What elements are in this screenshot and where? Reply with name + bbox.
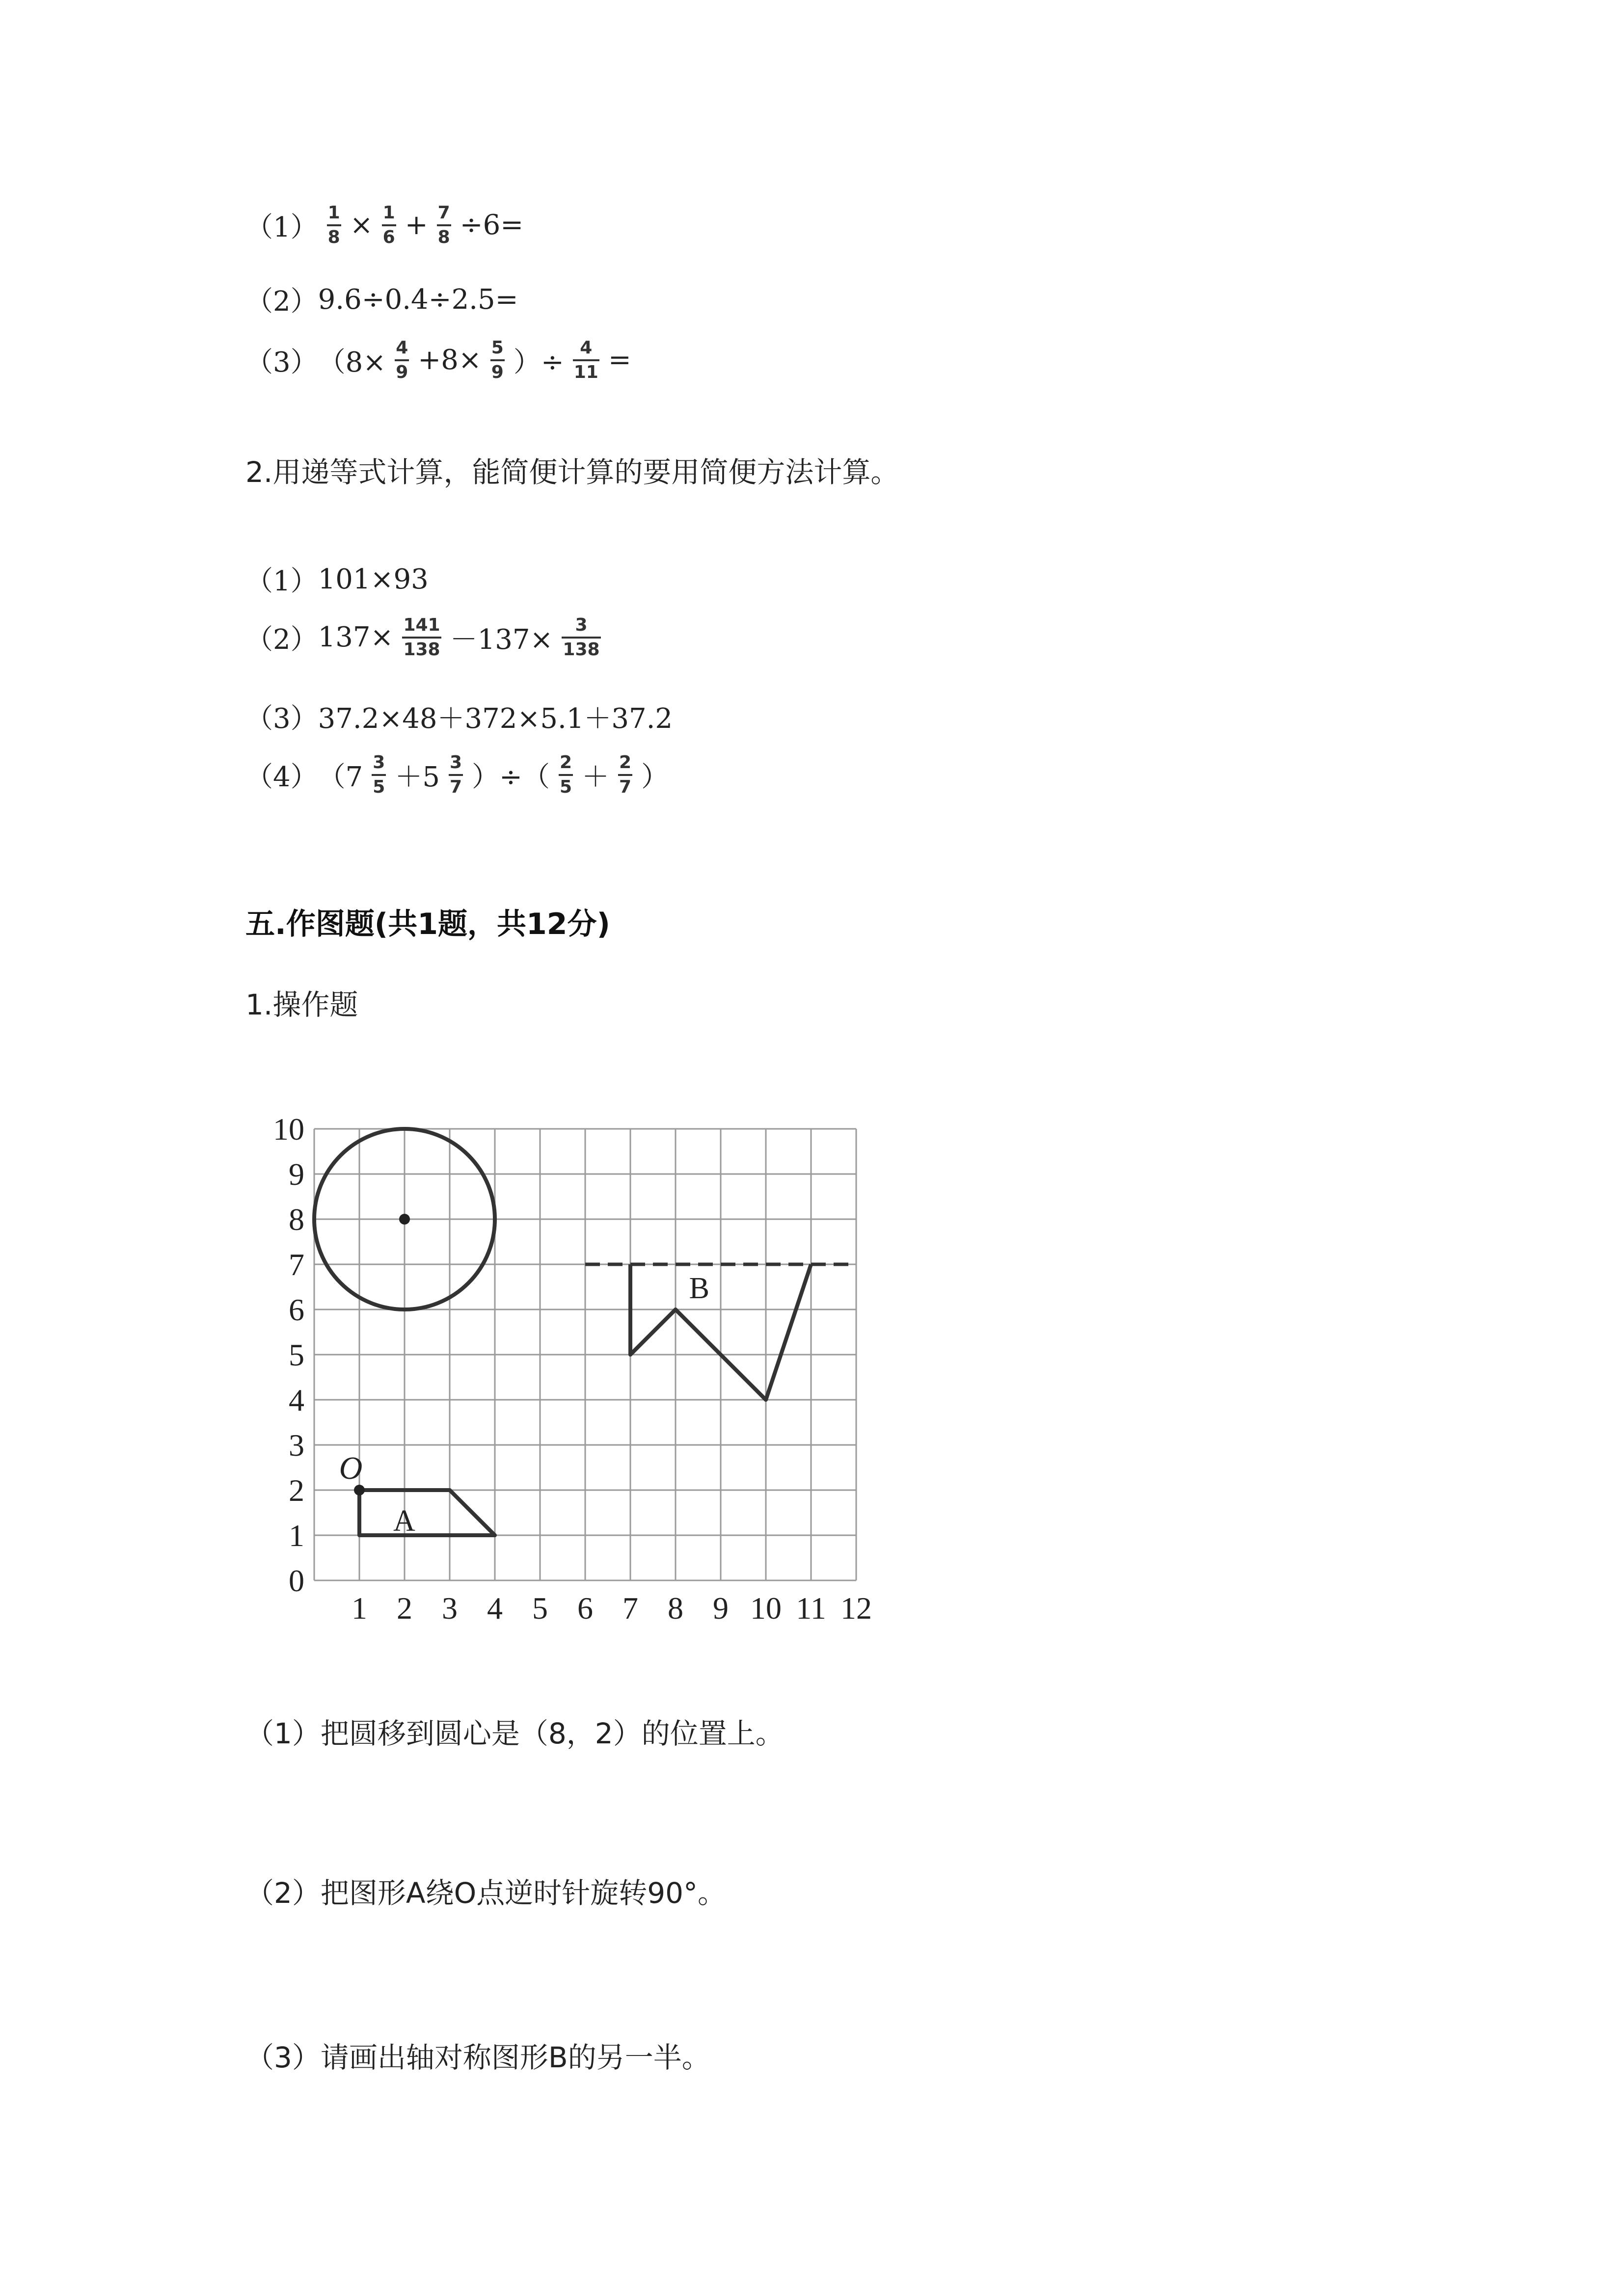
task-1: （1）把圆移到圆心是（8，2）的位置上。 <box>245 1717 784 1750</box>
fraction: $\frac{2}{5}$ <box>559 752 572 797</box>
section-heading: 五.作图题(共1题，共12分) <box>245 907 610 941</box>
x-tick-label: 6 <box>577 1591 593 1626</box>
fraction: $\frac{1}{6}$ <box>382 203 395 247</box>
operator: + <box>405 209 428 241</box>
x-tick-label: 7 <box>623 1591 638 1626</box>
y-tick-label: 2 <box>289 1473 304 1508</box>
y-tick-label: 4 <box>289 1383 304 1417</box>
expression-tail: = <box>608 344 631 376</box>
label-o: O <box>339 1450 363 1486</box>
y-tick-label: 9 <box>289 1157 304 1192</box>
item-number: （2） <box>245 286 318 318</box>
fraction: $\frac{2}{7}$ <box>619 752 632 797</box>
expression-close: ）÷ <box>513 346 564 378</box>
plus-operator: ＋ <box>582 761 610 793</box>
y-tick-label: 1 <box>289 1518 304 1553</box>
fraction: $\frac{4}{11}$ <box>573 338 598 382</box>
point-o-dot <box>354 1485 365 1495</box>
item-2-4 <box>245 753 669 797</box>
expression-pre: （7 <box>318 761 363 793</box>
y-tick-label: 3 <box>289 1428 304 1463</box>
fraction: $\frac{7}{8}$ <box>437 203 450 247</box>
x-tick-label: 1 <box>352 1591 367 1626</box>
task-3: （3）请画出轴对称图形B的另一半。 <box>245 2041 710 2074</box>
shape-a <box>359 1490 495 1535</box>
item-number: （1） <box>245 565 318 597</box>
item-number: （1） <box>245 211 318 243</box>
expression-end: ） <box>641 761 669 793</box>
task-2: （2）把图形A绕O点逆时针旋转90°。 <box>245 1876 727 1910</box>
y-tick-label: 8 <box>289 1202 304 1237</box>
item-number: （3） <box>245 703 318 735</box>
expression-close: ）÷（ <box>472 761 550 793</box>
fraction: $\frac{3}{138}$ <box>563 615 600 660</box>
item-1-3 <box>245 339 631 382</box>
fraction: $\frac{3}{5}$ <box>373 752 385 797</box>
x-tick-label: 5 <box>532 1591 548 1626</box>
x-tick-label: 9 <box>713 1591 729 1626</box>
expression: 37.2×48＋372×5.1＋37.2 <box>318 703 673 735</box>
item-2-1 <box>245 560 429 599</box>
x-tick-label: 8 <box>668 1591 683 1626</box>
y-tick-label: 10 <box>273 1112 304 1147</box>
y-tick-label: 7 <box>289 1247 304 1282</box>
question-title: 1.操作题 <box>245 988 358 1021</box>
x-tick-label: 11 <box>796 1591 826 1626</box>
expression-mid: +8× <box>418 344 482 376</box>
expression-mid: －137× <box>450 623 553 656</box>
fraction: $\frac{4}{9}$ <box>396 338 408 382</box>
x-tick-label: 3 <box>442 1591 458 1626</box>
coordinate-grid-figure <box>255 1090 893 1639</box>
x-tick-label: 10 <box>750 1591 782 1626</box>
fraction: $\frac{141}{138}$ <box>403 615 440 660</box>
item-number: （4） <box>245 761 318 793</box>
y-tick-label: 0 <box>289 1563 304 1598</box>
label-a: A <box>393 1504 415 1538</box>
x-tick-label: 12 <box>840 1591 872 1626</box>
item-number: （2） <box>245 623 318 656</box>
axis-labels <box>273 1112 872 1626</box>
y-tick-label: 6 <box>289 1292 304 1327</box>
item-2-3 <box>245 697 673 736</box>
fraction: $\frac{1}{8}$ <box>327 203 340 247</box>
circle-center-dot <box>399 1214 410 1225</box>
x-tick-label: 4 <box>487 1591 503 1626</box>
item-2-2 <box>245 616 610 659</box>
expression-mid: ＋5 <box>395 761 440 793</box>
y-tick-label: 5 <box>289 1337 304 1372</box>
question-2-title: 2.用递等式计算，能简便计算的要用简便方法计算。 <box>245 455 899 489</box>
operator: × <box>350 209 373 241</box>
expression-pre: （8× <box>318 346 386 378</box>
expression: 101×93 <box>318 563 429 595</box>
expression-tail: ÷6= <box>460 209 524 241</box>
item-1-1 <box>245 204 523 247</box>
x-tick-label: 2 <box>397 1591 412 1626</box>
item-1-2 <box>245 280 518 319</box>
fraction: $\frac{5}{9}$ <box>491 338 504 382</box>
expression: 9.6÷0.4÷2.5= <box>318 283 518 316</box>
fraction: $\frac{3}{7}$ <box>449 752 462 797</box>
expression-pre: 137× <box>318 621 394 654</box>
item-number: （3） <box>245 346 318 378</box>
label-b: B <box>689 1272 709 1305</box>
